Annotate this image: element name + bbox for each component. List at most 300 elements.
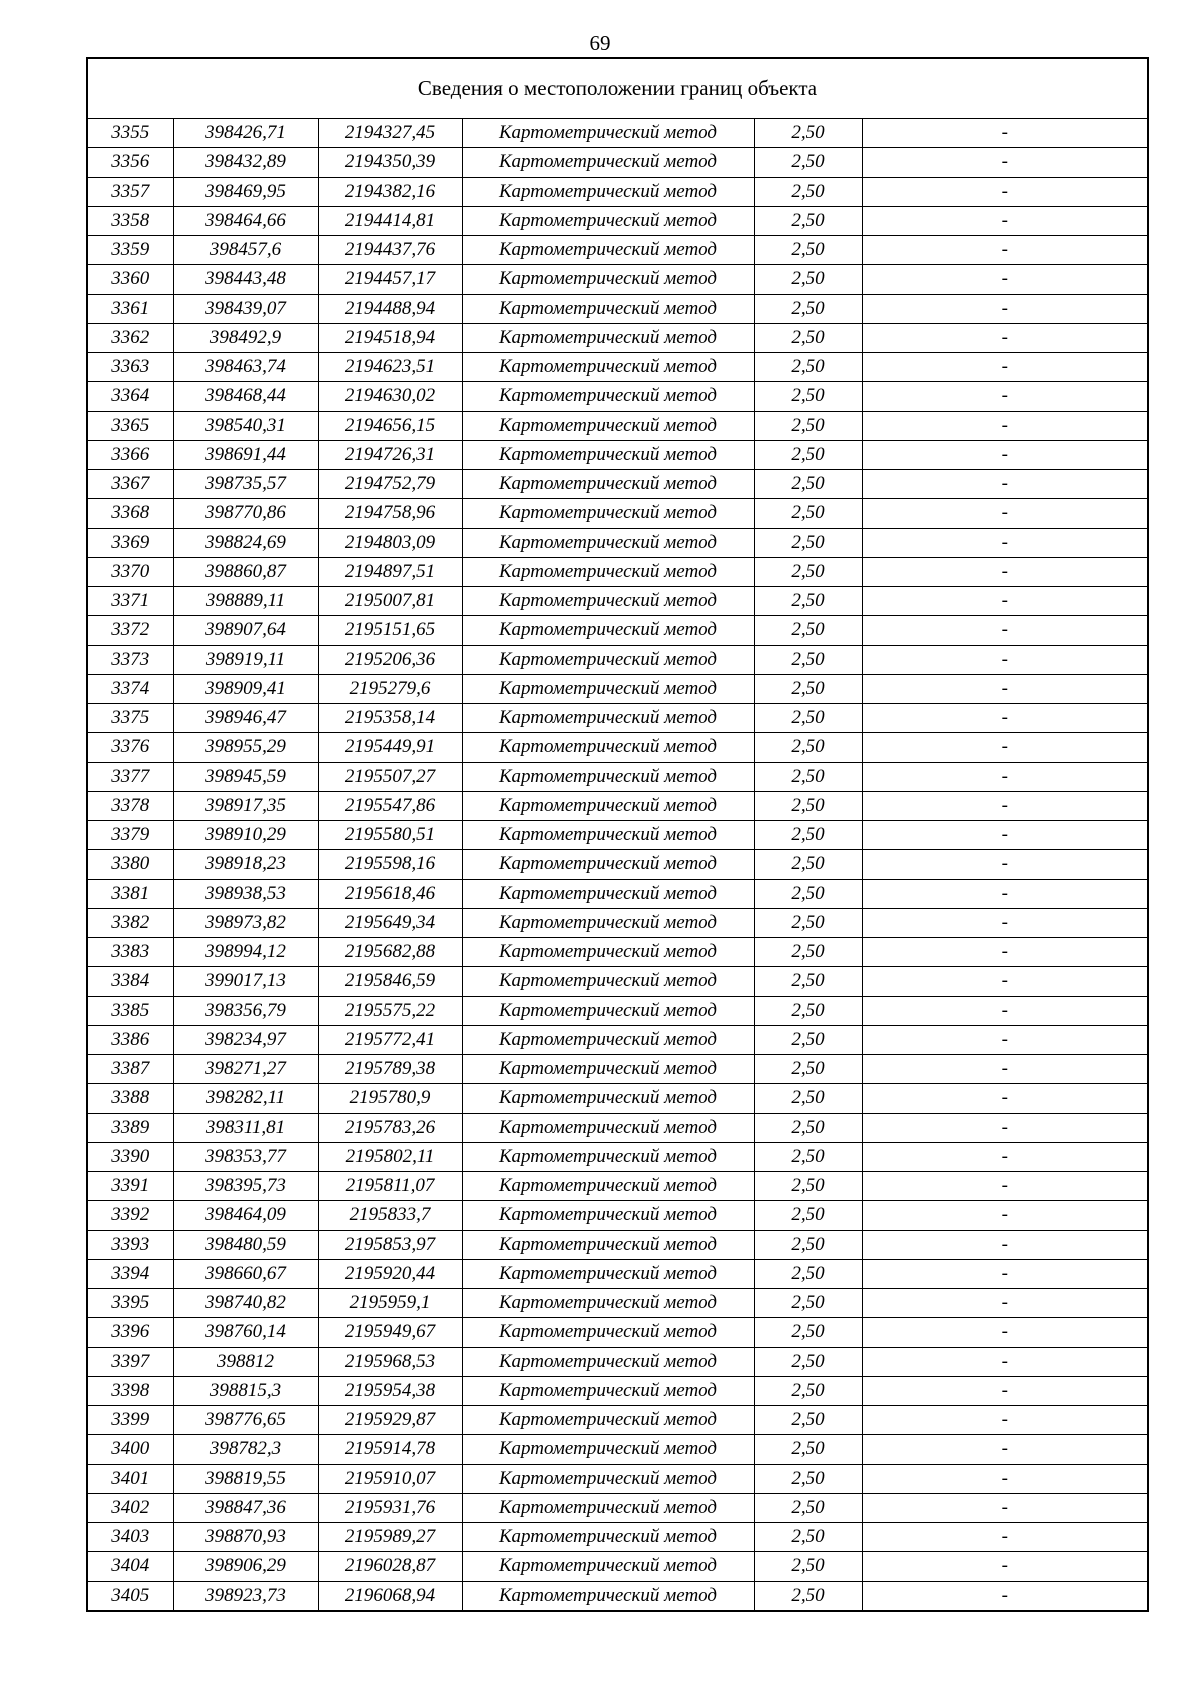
accuracy-cell: 2,50 xyxy=(754,674,862,703)
y-coordinate-cell: 2195989,27 xyxy=(318,1523,462,1552)
y-coordinate-cell: 2194623,51 xyxy=(318,353,462,382)
point-number-cell: 3399 xyxy=(87,1406,173,1435)
point-number-cell: 3395 xyxy=(87,1289,173,1318)
x-coordinate-cell: 398889,11 xyxy=(173,587,318,616)
accuracy-cell: 2,50 xyxy=(754,1289,862,1318)
table-row xyxy=(87,323,1148,352)
x-coordinate-cell: 398432,89 xyxy=(173,148,318,177)
description-cell: - xyxy=(862,1113,1148,1142)
x-coordinate-cell: 398735,57 xyxy=(173,470,318,499)
point-number-cell: 3390 xyxy=(87,1142,173,1171)
x-coordinate-cell: 398468,44 xyxy=(173,382,318,411)
y-coordinate-cell: 2195547,86 xyxy=(318,791,462,820)
method-cell: Картометрический метод xyxy=(462,294,754,323)
table-row xyxy=(87,1406,1148,1435)
x-coordinate-cell: 398439,07 xyxy=(173,294,318,323)
accuracy-cell: 2,50 xyxy=(754,1172,862,1201)
table-row xyxy=(87,1259,1148,1288)
point-number-cell: 3365 xyxy=(87,411,173,440)
x-coordinate-cell: 398955,29 xyxy=(173,733,318,762)
x-coordinate-cell: 398480,59 xyxy=(173,1230,318,1259)
y-coordinate-cell: 2195206,36 xyxy=(318,645,462,674)
point-number-cell: 3356 xyxy=(87,148,173,177)
table-row xyxy=(87,1025,1148,1054)
description-cell: - xyxy=(862,1259,1148,1288)
y-coordinate-cell: 2194327,45 xyxy=(318,119,462,148)
y-coordinate-cell: 2194726,31 xyxy=(318,440,462,469)
description-cell: - xyxy=(862,1581,1148,1611)
y-coordinate-cell: 2195959,1 xyxy=(318,1289,462,1318)
point-number-cell: 3396 xyxy=(87,1318,173,1347)
y-coordinate-cell: 2195358,14 xyxy=(318,704,462,733)
method-cell: Картометрический метод xyxy=(462,850,754,879)
point-number-cell: 3378 xyxy=(87,791,173,820)
y-coordinate-cell: 2195833,7 xyxy=(318,1201,462,1230)
table-row xyxy=(87,1055,1148,1084)
point-number-cell: 3381 xyxy=(87,879,173,908)
point-number-cell: 3383 xyxy=(87,938,173,967)
point-number-cell: 3359 xyxy=(87,236,173,265)
method-cell: Картометрический метод xyxy=(462,938,754,967)
accuracy-cell: 2,50 xyxy=(754,1581,862,1611)
point-number-cell: 3385 xyxy=(87,996,173,1025)
point-number-cell: 3392 xyxy=(87,1201,173,1230)
description-cell: - xyxy=(862,1289,1148,1318)
method-cell: Картометрический метод xyxy=(462,1113,754,1142)
table-row xyxy=(87,119,1148,148)
x-coordinate-cell: 398271,27 xyxy=(173,1055,318,1084)
description-cell: - xyxy=(862,996,1148,1025)
x-coordinate-cell: 398443,48 xyxy=(173,265,318,294)
description-cell: - xyxy=(862,733,1148,762)
accuracy-cell: 2,50 xyxy=(754,557,862,586)
description-cell: - xyxy=(862,938,1148,967)
method-cell: Картометрический метод xyxy=(462,1201,754,1230)
x-coordinate-cell: 398469,95 xyxy=(173,177,318,206)
x-coordinate-cell: 398973,82 xyxy=(173,908,318,937)
method-cell: Картометрический метод xyxy=(462,1289,754,1318)
point-number-cell: 3376 xyxy=(87,733,173,762)
table-row xyxy=(87,206,1148,235)
y-coordinate-cell: 2194752,79 xyxy=(318,470,462,499)
point-number-cell: 3374 xyxy=(87,674,173,703)
table-row xyxy=(87,294,1148,323)
description-cell: - xyxy=(862,908,1148,937)
table-row xyxy=(87,557,1148,586)
y-coordinate-cell: 2195007,81 xyxy=(318,587,462,616)
description-cell: - xyxy=(862,850,1148,879)
method-cell: Картометрический метод xyxy=(462,353,754,382)
x-coordinate-cell: 398945,59 xyxy=(173,762,318,791)
point-number-cell: 3403 xyxy=(87,1523,173,1552)
method-cell: Картометрический метод xyxy=(462,1055,754,1084)
method-cell: Картометрический метод xyxy=(462,1142,754,1171)
accuracy-cell: 2,50 xyxy=(754,1113,862,1142)
accuracy-cell: 2,50 xyxy=(754,704,862,733)
method-cell: Картометрический метод xyxy=(462,1493,754,1522)
method-cell: Картометрический метод xyxy=(462,733,754,762)
method-cell: Картометрический метод xyxy=(462,1084,754,1113)
accuracy-cell: 2,50 xyxy=(754,1523,862,1552)
method-cell: Картометрический метод xyxy=(462,996,754,1025)
method-cell: Картометрический метод xyxy=(462,1464,754,1493)
accuracy-cell: 2,50 xyxy=(754,119,862,148)
method-cell: Картометрический метод xyxy=(462,1435,754,1464)
accuracy-cell: 2,50 xyxy=(754,236,862,265)
x-coordinate-cell: 398906,29 xyxy=(173,1552,318,1581)
x-coordinate-cell: 398923,73 xyxy=(173,1581,318,1611)
method-cell: Картометрический метод xyxy=(462,1581,754,1611)
point-number-cell: 3362 xyxy=(87,323,173,352)
method-cell: Картометрический метод xyxy=(462,323,754,352)
x-coordinate-cell: 398353,77 xyxy=(173,1142,318,1171)
y-coordinate-cell: 2195949,67 xyxy=(318,1318,462,1347)
point-number-cell: 3402 xyxy=(87,1493,173,1522)
point-number-cell: 3370 xyxy=(87,557,173,586)
description-cell: - xyxy=(862,119,1148,148)
x-coordinate-cell: 398907,64 xyxy=(173,616,318,645)
description-cell: - xyxy=(862,1552,1148,1581)
method-cell: Картометрический метод xyxy=(462,382,754,411)
accuracy-cell: 2,50 xyxy=(754,821,862,850)
point-number-cell: 3375 xyxy=(87,704,173,733)
description-cell: - xyxy=(862,762,1148,791)
point-number-cell: 3369 xyxy=(87,528,173,557)
table-row xyxy=(87,265,1148,294)
method-cell: Картометрический метод xyxy=(462,674,754,703)
table-row xyxy=(87,1113,1148,1142)
point-number-cell: 3358 xyxy=(87,206,173,235)
table-row xyxy=(87,1581,1148,1611)
description-cell: - xyxy=(862,1493,1148,1522)
y-coordinate-cell: 2196028,87 xyxy=(318,1552,462,1581)
accuracy-cell: 2,50 xyxy=(754,1406,862,1435)
method-cell: Картометрический метод xyxy=(462,236,754,265)
method-cell: Картометрический метод xyxy=(462,645,754,674)
y-coordinate-cell: 2195931,76 xyxy=(318,1493,462,1522)
x-coordinate-cell: 398691,44 xyxy=(173,440,318,469)
x-coordinate-cell: 398770,86 xyxy=(173,499,318,528)
table-row xyxy=(87,1142,1148,1171)
y-coordinate-cell: 2194758,96 xyxy=(318,499,462,528)
accuracy-cell: 2,50 xyxy=(754,206,862,235)
description-cell: - xyxy=(862,587,1148,616)
accuracy-cell: 2,50 xyxy=(754,353,862,382)
accuracy-cell: 2,50 xyxy=(754,762,862,791)
method-cell: Картометрический метод xyxy=(462,499,754,528)
table-row xyxy=(87,616,1148,645)
point-number-cell: 3368 xyxy=(87,499,173,528)
point-number-cell: 3393 xyxy=(87,1230,173,1259)
description-cell: - xyxy=(862,1084,1148,1113)
description-cell: - xyxy=(862,1464,1148,1493)
description-cell: - xyxy=(862,645,1148,674)
y-coordinate-cell: 2195598,16 xyxy=(318,850,462,879)
x-coordinate-cell: 398919,11 xyxy=(173,645,318,674)
x-coordinate-cell: 398819,55 xyxy=(173,1464,318,1493)
y-coordinate-cell: 2194897,51 xyxy=(318,557,462,586)
y-coordinate-cell: 2194382,16 xyxy=(318,177,462,206)
method-cell: Картометрический метод xyxy=(462,1347,754,1376)
point-number-cell: 3366 xyxy=(87,440,173,469)
y-coordinate-cell: 2195449,91 xyxy=(318,733,462,762)
accuracy-cell: 2,50 xyxy=(754,1025,862,1054)
x-coordinate-cell: 398815,3 xyxy=(173,1376,318,1405)
method-cell: Картометрический метод xyxy=(462,587,754,616)
method-cell: Картометрический метод xyxy=(462,704,754,733)
y-coordinate-cell: 2195802,11 xyxy=(318,1142,462,1171)
accuracy-cell: 2,50 xyxy=(754,1464,862,1493)
point-number-cell: 3400 xyxy=(87,1435,173,1464)
table-row xyxy=(87,353,1148,382)
method-cell: Картометрический метод xyxy=(462,177,754,206)
description-cell: - xyxy=(862,1318,1148,1347)
table-row xyxy=(87,470,1148,499)
x-coordinate-cell: 398660,67 xyxy=(173,1259,318,1288)
description-cell: - xyxy=(862,382,1148,411)
accuracy-cell: 2,50 xyxy=(754,294,862,323)
point-number-cell: 3384 xyxy=(87,967,173,996)
table-row xyxy=(87,1289,1148,1318)
accuracy-cell: 2,50 xyxy=(754,499,862,528)
x-coordinate-cell: 398782,3 xyxy=(173,1435,318,1464)
x-coordinate-cell: 398740,82 xyxy=(173,1289,318,1318)
accuracy-cell: 2,50 xyxy=(754,1201,862,1230)
description-cell: - xyxy=(862,674,1148,703)
description-cell: - xyxy=(862,616,1148,645)
y-coordinate-cell: 2194414,81 xyxy=(318,206,462,235)
accuracy-cell: 2,50 xyxy=(754,1055,862,1084)
point-number-cell: 3357 xyxy=(87,177,173,206)
accuracy-cell: 2,50 xyxy=(754,908,862,937)
method-cell: Картометрический метод xyxy=(462,762,754,791)
table-row xyxy=(87,411,1148,440)
method-cell: Картометрический метод xyxy=(462,148,754,177)
x-coordinate-cell: 398870,93 xyxy=(173,1523,318,1552)
y-coordinate-cell: 2195920,44 xyxy=(318,1259,462,1288)
x-coordinate-cell: 398812 xyxy=(173,1347,318,1376)
method-cell: Картометрический метод xyxy=(462,1523,754,1552)
y-coordinate-cell: 2195954,38 xyxy=(318,1376,462,1405)
table-row xyxy=(87,587,1148,616)
table-row xyxy=(87,791,1148,820)
x-coordinate-cell: 398457,6 xyxy=(173,236,318,265)
x-coordinate-cell: 398234,97 xyxy=(173,1025,318,1054)
y-coordinate-cell: 2195846,59 xyxy=(318,967,462,996)
description-cell: - xyxy=(862,323,1148,352)
y-coordinate-cell: 2195279,6 xyxy=(318,674,462,703)
description-cell: - xyxy=(862,1230,1148,1259)
point-number-cell: 3363 xyxy=(87,353,173,382)
table-row xyxy=(87,938,1148,967)
y-coordinate-cell: 2195580,51 xyxy=(318,821,462,850)
x-coordinate-cell: 398776,65 xyxy=(173,1406,318,1435)
accuracy-cell: 2,50 xyxy=(754,733,862,762)
description-cell: - xyxy=(862,499,1148,528)
y-coordinate-cell: 2195772,41 xyxy=(318,1025,462,1054)
table-row xyxy=(87,1376,1148,1405)
description-cell: - xyxy=(862,1055,1148,1084)
point-number-cell: 3373 xyxy=(87,645,173,674)
description-cell: - xyxy=(862,821,1148,850)
x-coordinate-cell: 398938,53 xyxy=(173,879,318,908)
method-cell: Картометрический метод xyxy=(462,265,754,294)
y-coordinate-cell: 2194457,17 xyxy=(318,265,462,294)
accuracy-cell: 2,50 xyxy=(754,1318,862,1347)
description-cell: - xyxy=(862,411,1148,440)
table-row xyxy=(87,1464,1148,1493)
y-coordinate-cell: 2195783,26 xyxy=(318,1113,462,1142)
table-row xyxy=(87,674,1148,703)
table-row xyxy=(87,996,1148,1025)
description-cell: - xyxy=(862,353,1148,382)
method-cell: Картометрический метод xyxy=(462,1376,754,1405)
description-cell: - xyxy=(862,879,1148,908)
accuracy-cell: 2,50 xyxy=(754,470,862,499)
point-number-cell: 3391 xyxy=(87,1172,173,1201)
description-cell: - xyxy=(862,470,1148,499)
accuracy-cell: 2,50 xyxy=(754,645,862,674)
method-cell: Картометрический метод xyxy=(462,1025,754,1054)
table-row xyxy=(87,440,1148,469)
method-cell: Картометрический метод xyxy=(462,1406,754,1435)
point-number-cell: 3405 xyxy=(87,1581,173,1611)
accuracy-cell: 2,50 xyxy=(754,1493,862,1522)
method-cell: Картометрический метод xyxy=(462,206,754,235)
point-number-cell: 3387 xyxy=(87,1055,173,1084)
description-cell: - xyxy=(862,294,1148,323)
point-number-cell: 3372 xyxy=(87,616,173,645)
description-cell: - xyxy=(862,177,1148,206)
accuracy-cell: 2,50 xyxy=(754,967,862,996)
accuracy-cell: 2,50 xyxy=(754,528,862,557)
point-number-cell: 3398 xyxy=(87,1376,173,1405)
method-cell: Картометрический метод xyxy=(462,908,754,937)
y-coordinate-cell: 2195929,87 xyxy=(318,1406,462,1435)
page-number: 69 xyxy=(589,31,611,55)
x-coordinate-cell: 398918,23 xyxy=(173,850,318,879)
table-row xyxy=(87,1523,1148,1552)
point-number-cell: 3371 xyxy=(87,587,173,616)
description-cell: - xyxy=(862,148,1148,177)
description-cell: - xyxy=(862,1435,1148,1464)
x-coordinate-cell: 398464,09 xyxy=(173,1201,318,1230)
accuracy-cell: 2,50 xyxy=(754,1142,862,1171)
method-cell: Картометрический метод xyxy=(462,967,754,996)
point-number-cell: 3386 xyxy=(87,1025,173,1054)
table-row xyxy=(87,645,1148,674)
point-number-cell: 3382 xyxy=(87,908,173,937)
table-row xyxy=(87,1347,1148,1376)
accuracy-cell: 2,50 xyxy=(754,382,862,411)
x-coordinate-cell: 398356,79 xyxy=(173,996,318,1025)
method-cell: Картометрический метод xyxy=(462,119,754,148)
method-cell: Картометрический метод xyxy=(462,1259,754,1288)
y-coordinate-cell: 2196068,94 xyxy=(318,1581,462,1611)
table-row xyxy=(87,967,1148,996)
accuracy-cell: 2,50 xyxy=(754,1376,862,1405)
accuracy-cell: 2,50 xyxy=(754,440,862,469)
table-row xyxy=(87,1230,1148,1259)
method-cell: Картометрический метод xyxy=(462,528,754,557)
description-cell: - xyxy=(862,704,1148,733)
accuracy-cell: 2,50 xyxy=(754,411,862,440)
accuracy-cell: 2,50 xyxy=(754,1230,862,1259)
accuracy-cell: 2,50 xyxy=(754,938,862,967)
x-coordinate-cell: 398760,14 xyxy=(173,1318,318,1347)
accuracy-cell: 2,50 xyxy=(754,1435,862,1464)
accuracy-cell: 2,50 xyxy=(754,587,862,616)
table-row xyxy=(87,177,1148,206)
description-cell: - xyxy=(862,1523,1148,1552)
table-row xyxy=(87,879,1148,908)
table-title: Сведения о местоположении границ объекта xyxy=(87,58,1148,119)
method-cell: Картометрический метод xyxy=(462,616,754,645)
accuracy-cell: 2,50 xyxy=(754,1347,862,1376)
table-row xyxy=(87,1318,1148,1347)
x-coordinate-cell: 398910,29 xyxy=(173,821,318,850)
y-coordinate-cell: 2195780,9 xyxy=(318,1084,462,1113)
x-coordinate-cell: 398946,47 xyxy=(173,704,318,733)
description-cell: - xyxy=(862,967,1148,996)
method-cell: Картометрический метод xyxy=(462,470,754,499)
y-coordinate-cell: 2194630,02 xyxy=(318,382,462,411)
point-number-cell: 3397 xyxy=(87,1347,173,1376)
y-coordinate-cell: 2195968,53 xyxy=(318,1347,462,1376)
table-row xyxy=(87,528,1148,557)
accuracy-cell: 2,50 xyxy=(754,791,862,820)
description-cell: - xyxy=(862,236,1148,265)
description-cell: - xyxy=(862,206,1148,235)
point-number-cell: 3380 xyxy=(87,850,173,879)
y-coordinate-cell: 2195811,07 xyxy=(318,1172,462,1201)
accuracy-cell: 2,50 xyxy=(754,1552,862,1581)
method-cell: Картометрический метод xyxy=(462,1230,754,1259)
table-row xyxy=(87,733,1148,762)
point-number-cell: 3401 xyxy=(87,1464,173,1493)
x-coordinate-cell: 398824,69 xyxy=(173,528,318,557)
table-row xyxy=(87,762,1148,791)
description-cell: - xyxy=(862,1142,1148,1171)
y-coordinate-cell: 2195507,27 xyxy=(318,762,462,791)
y-coordinate-cell: 2195151,65 xyxy=(318,616,462,645)
y-coordinate-cell: 2195914,78 xyxy=(318,1435,462,1464)
table-row xyxy=(87,382,1148,411)
description-cell: - xyxy=(862,1376,1148,1405)
point-number-cell: 3388 xyxy=(87,1084,173,1113)
description-cell: - xyxy=(862,1406,1148,1435)
y-coordinate-cell: 2194803,09 xyxy=(318,528,462,557)
accuracy-cell: 2,50 xyxy=(754,879,862,908)
description-cell: - xyxy=(862,557,1148,586)
point-number-cell: 3377 xyxy=(87,762,173,791)
method-cell: Картометрический метод xyxy=(462,411,754,440)
point-number-cell: 3389 xyxy=(87,1113,173,1142)
point-number-cell: 3404 xyxy=(87,1552,173,1581)
accuracy-cell: 2,50 xyxy=(754,177,862,206)
accuracy-cell: 2,50 xyxy=(754,265,862,294)
description-cell: - xyxy=(862,265,1148,294)
point-number-cell: 3361 xyxy=(87,294,173,323)
y-coordinate-cell: 2194488,94 xyxy=(318,294,462,323)
description-cell: - xyxy=(862,1201,1148,1230)
x-coordinate-cell: 399017,13 xyxy=(173,967,318,996)
table-row xyxy=(87,1201,1148,1230)
y-coordinate-cell: 2195910,07 xyxy=(318,1464,462,1493)
accuracy-cell: 2,50 xyxy=(754,323,862,352)
x-coordinate-cell: 398464,66 xyxy=(173,206,318,235)
y-coordinate-cell: 2195575,22 xyxy=(318,996,462,1025)
